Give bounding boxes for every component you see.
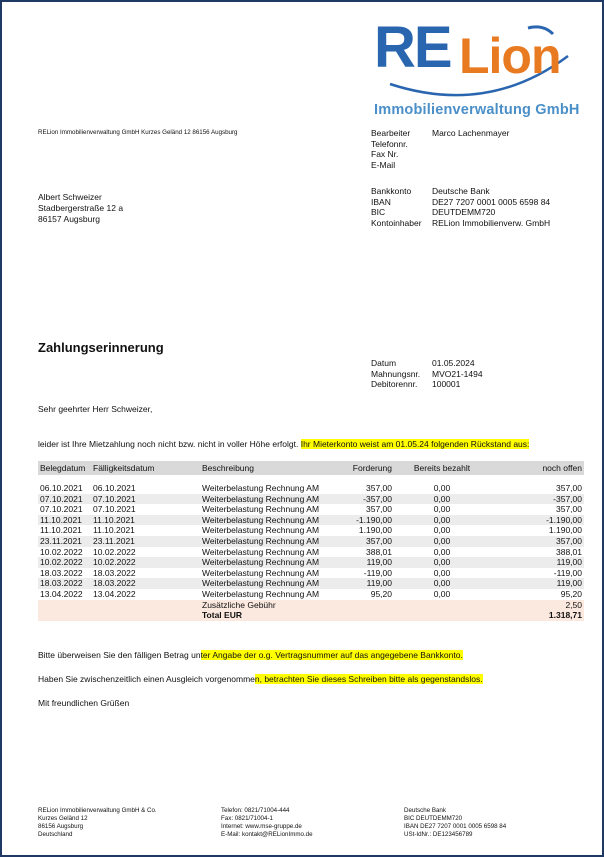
table-cell: 07.10.2021	[91, 494, 200, 505]
bank-block	[371, 186, 550, 228]
table-cell: 13.04.2022	[93, 588, 136, 599]
table-cell: Weiterbelastung Rechnung AM	[202, 504, 320, 515]
table-cell: Weiterbelastung Rechnung AM	[200, 536, 326, 547]
footer-line: USt-IdNr.: DE123456789	[404, 831, 473, 838]
bank-value: Deutsche Bank	[432, 186, 490, 196]
table-row	[38, 568, 584, 579]
meta-value: 01.05.2024	[432, 358, 475, 368]
table-cell: 357,00	[490, 536, 584, 547]
contact-block	[371, 128, 509, 170]
table-cell: 357,00	[556, 483, 582, 493]
col-forderung: Forderung	[326, 461, 394, 475]
table-cell: 95,20	[370, 588, 392, 599]
footer-line: Fax: 0821/71004-1	[221, 815, 273, 822]
table-cell: Weiterbelastung Rechnung AM	[200, 557, 326, 568]
contact-row	[371, 128, 509, 139]
table-cell: 0,00	[394, 536, 490, 547]
footer-line: 86156 Augsburg	[38, 823, 84, 830]
table-cell: 10.02.2022	[38, 557, 91, 568]
table-cell: 07.10.2021	[38, 494, 91, 505]
table-cell: -357,00	[326, 494, 394, 505]
meta-row	[371, 379, 483, 390]
para1-highlight: ter Angabe der o.g. Vertragsnummer auf das angegebene Bankkonto.	[200, 650, 463, 660]
meta-row	[371, 369, 483, 380]
recipient-city: 86157 Augsburg	[38, 214, 100, 224]
table-cell: 0,00	[433, 567, 451, 578]
table-cell: 10.02.2022	[40, 546, 83, 557]
fee-row	[38, 600, 584, 611]
col-bereits-bezahlt: Bereits bezahlt	[394, 461, 490, 475]
table-row	[38, 483, 584, 494]
bank-value: DE27 7207 0001 0005 6598 84	[432, 196, 551, 207]
table-cell: 119,00	[326, 557, 394, 568]
bank-label: IBAN	[371, 196, 391, 207]
table-cell: 388,01	[366, 546, 392, 557]
table-cell: Weiterbelastung Rechnung AM	[202, 546, 320, 557]
table-row	[38, 589, 584, 600]
table-cell: Weiterbelastung Rechnung AM	[202, 567, 320, 578]
footer-line: Kurzes Geländ 12	[38, 815, 88, 822]
table-cell: -119,00	[553, 567, 582, 578]
table-cell: 0,00	[394, 494, 490, 505]
footer-line: Deutschland	[38, 831, 73, 838]
footer-line: IBAN DE27 7207 0001 0005 6598 84	[404, 823, 507, 830]
recipient-address	[38, 192, 123, 225]
bank-row	[371, 186, 550, 197]
table-cell: Weiterbelastung Rechnung AM	[202, 525, 320, 536]
table-cell: 119,00	[490, 578, 584, 589]
table-cell: -1.190,00	[490, 515, 584, 526]
table-cell: -119,00	[363, 567, 392, 578]
settled-notice	[38, 674, 483, 684]
table-row	[38, 525, 584, 536]
table-cell: 06.10.2021	[40, 483, 83, 493]
bank-label: BIC	[371, 207, 386, 217]
intro-normal: leider ist Ihre Mietzahlung noch nicht bzw. nicht in voller Höhe erfolgt.	[38, 439, 301, 449]
table-header-row	[38, 461, 584, 475]
table-cell: 10.02.2022	[91, 557, 200, 568]
table-cell: -357,00	[490, 494, 584, 505]
table-cell: 11.10.2021	[38, 515, 91, 526]
meta-label: Debitorennr.	[371, 379, 418, 389]
footer-line: RELion Immobilienverwaltung GmbH & Co.	[38, 807, 157, 814]
table-cell: 13.04.2022	[40, 588, 83, 599]
bank-label: Kontoinhaber	[371, 217, 422, 228]
table-cell: 07.10.2021	[40, 504, 83, 515]
logo-subtitle: Immobilienverwaltung GmbH	[374, 102, 580, 118]
table-cell: 388,01	[556, 546, 582, 557]
table-row	[38, 515, 584, 526]
col-noch-offen: noch offen	[490, 461, 584, 475]
meta-value: 100001	[432, 379, 461, 389]
footer-line: Internet: www.mse-gruppe.de	[221, 823, 302, 830]
table-cell: 11.10.2021	[91, 515, 200, 526]
bank-value: DEUTDEMM720	[432, 207, 496, 217]
contact-value: Marco Lachenmayer	[432, 128, 510, 138]
sender-line: RELion Immobilienverwaltung GmbH Kurzes Geländ 12 86156 Augsburg	[38, 129, 238, 136]
table-row	[38, 504, 584, 515]
footer-contact	[221, 807, 313, 839]
contact-label: Bearbeiter	[371, 128, 411, 138]
table-cell: 1.190,00	[358, 525, 392, 536]
col-belegdatum: Belegdatum	[38, 461, 91, 475]
table-cell: 0,00	[394, 557, 490, 568]
contact-label: Fax Nr.	[371, 149, 399, 159]
bank-value: RELion Immobilienverw. GmbH	[432, 217, 551, 228]
table-cell: 23.11.2021	[38, 536, 91, 547]
table-cell: 07.10.2021	[93, 504, 136, 515]
table-cell: 11.10.2021	[40, 525, 82, 536]
table-cell: 0,00	[433, 504, 451, 515]
fee-value: 2,50	[490, 600, 584, 611]
meta-value: MVO21-1494	[432, 368, 483, 379]
logo-lion: Lion	[459, 28, 561, 84]
salutation: Sehr geehrter Herr Schweizer,	[38, 404, 153, 414]
table-cell: 357,00	[366, 483, 392, 493]
fee-label: Zusätzliche Gebühr	[200, 600, 326, 611]
table-cell: 0,00	[433, 588, 451, 599]
meta-label: Mahnungsnr.	[371, 368, 421, 379]
payment-instruction	[38, 650, 463, 660]
table-cell: 18.03.2022	[38, 578, 91, 589]
meta-row	[371, 358, 483, 369]
table-cell: 18.03.2022	[40, 567, 83, 578]
col-faelligkeitsdatum: Fälligkeitsdatum	[91, 461, 200, 475]
bank-row	[371, 197, 550, 208]
contact-label: Telefonnr.	[371, 138, 408, 149]
table-cell: 1.190,00	[548, 525, 582, 536]
table-cell: 357,00	[556, 504, 582, 515]
recipient-street: Stadbergerstraße 12 a	[38, 203, 124, 213]
table-cell: 10.02.2022	[93, 546, 136, 557]
document-title: Zahlungserinnerung	[38, 340, 164, 355]
table-cell: 357,00	[326, 536, 394, 547]
table-cell: 357,00	[366, 504, 392, 515]
contact-row	[371, 139, 509, 150]
contact-label: E-Mail	[371, 159, 396, 170]
table-cell: 119,00	[490, 557, 584, 568]
para1-normal: Bitte überweisen Sie den fälligen Betrag un	[38, 650, 201, 660]
table-cell: 95,20	[560, 588, 582, 599]
table-cell: 11.10.2021	[93, 525, 135, 536]
table-cell: 0,00	[433, 483, 451, 493]
table-cell: Weiterbelastung Rechnung AM	[200, 578, 326, 589]
footer-line: Deutsche Bank	[404, 807, 446, 814]
arrears-table	[38, 461, 584, 621]
footer-company	[38, 807, 157, 839]
table-row	[38, 557, 584, 568]
total-row	[38, 610, 584, 621]
table-row	[38, 578, 584, 589]
table-cell: 06.10.2021	[93, 483, 136, 493]
table-cell: 0,00	[433, 525, 451, 536]
table-cell: 18.03.2022	[91, 578, 200, 589]
footer-line: E-Mail: kontakt@RELionImmo.de	[221, 831, 313, 838]
footer-line: Telefon: 0821/71004-444	[221, 807, 290, 814]
footer-bank	[404, 807, 506, 839]
total-label: Total EUR	[200, 610, 326, 621]
table-cell: Weiterbelastung Rechnung AM	[202, 483, 320, 493]
table-cell: Weiterbelastung Rechnung AM	[200, 515, 326, 526]
recipient-name: Albert Schweizer	[38, 192, 102, 202]
table-cell: 0,00	[433, 546, 451, 557]
para2-highlight: n, betrachten Sie dieses Schreiben bitte als gegenstandslos.	[254, 674, 483, 684]
contact-row	[371, 149, 509, 160]
table-cell: Weiterbelastung Rechnung AM	[200, 494, 326, 505]
meta-label: Datum	[371, 358, 397, 368]
table-spacer-row	[38, 475, 584, 483]
total-value: 1.318,71	[490, 610, 584, 621]
closing: Mit freundlichen Grüßen	[38, 698, 130, 708]
bank-row	[371, 207, 550, 218]
logo-re: RE	[374, 15, 451, 80]
para2-normal: Haben Sie zwischenzeitlich einen Ausgleich vorgenomme	[38, 674, 255, 684]
table-cell: 119,00	[326, 578, 394, 589]
table-cell: 23.11.2021	[91, 536, 200, 547]
bank-row	[371, 218, 550, 229]
col-beschreibung: Beschreibung	[200, 461, 326, 475]
table-row	[38, 494, 584, 505]
table-cell: 0,00	[394, 515, 490, 526]
footer-line: BIC DEUTDEMM720	[404, 815, 463, 822]
table-cell: -1.190,00	[326, 515, 394, 526]
table-cell: 0,00	[394, 578, 490, 589]
meta-block	[371, 358, 483, 390]
table-cell: Weiterbelastung Rechnung AM	[202, 588, 320, 599]
intro-highlight: Ihr Mieterkonto weist am 01.05.24 folgenden Rückstand aus:	[300, 439, 530, 449]
table-row	[38, 547, 584, 558]
intro-text	[38, 439, 529, 449]
contact-row	[371, 160, 509, 171]
table-cell: 18.03.2022	[93, 567, 136, 578]
table-row	[38, 536, 584, 547]
bank-label: Bankkonto	[371, 186, 412, 196]
